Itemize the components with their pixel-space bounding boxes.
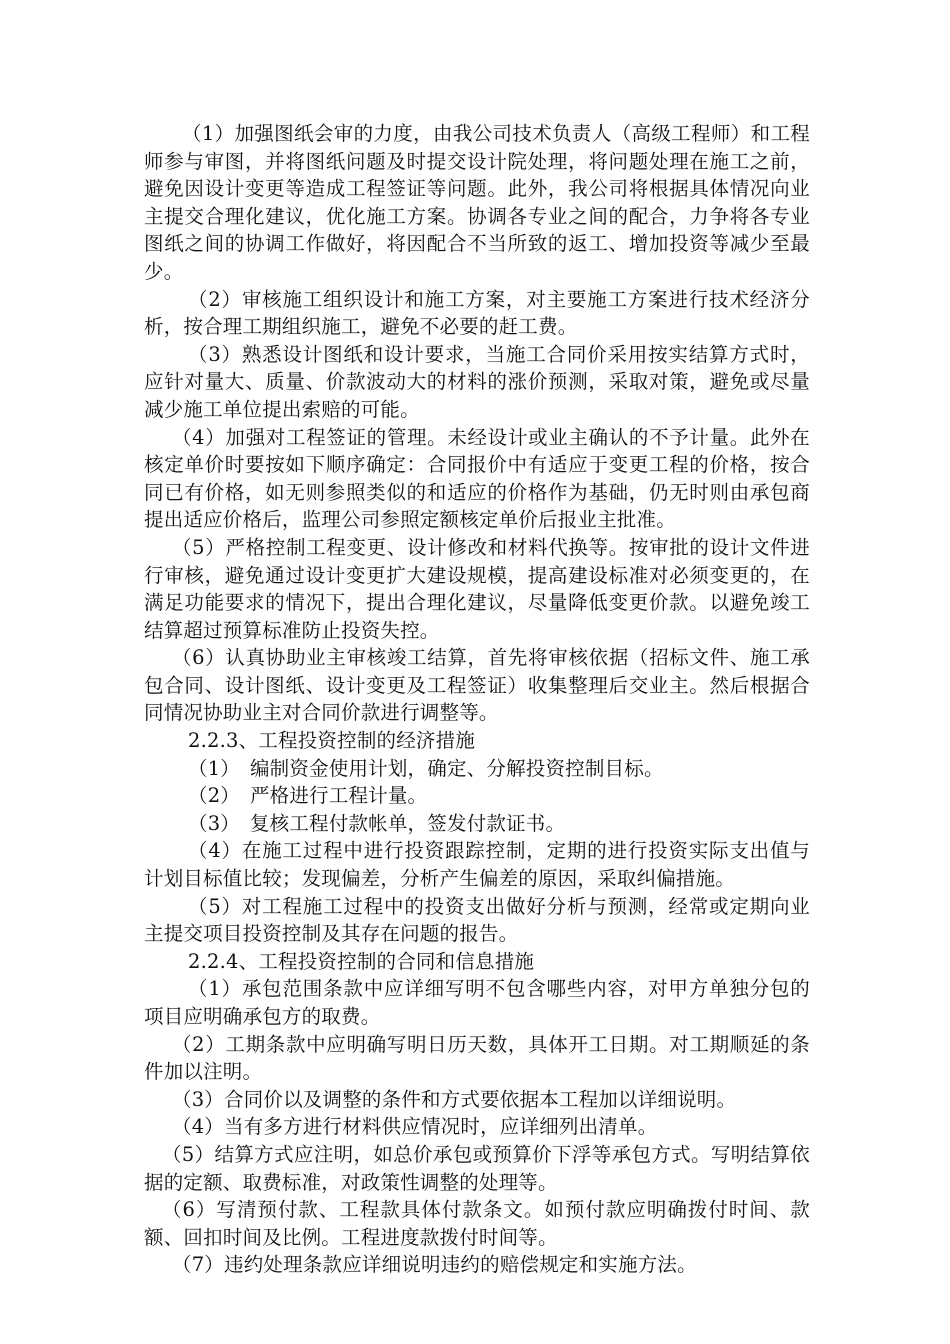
contract-item-1: （1）承包范围条款中应详细写明不包含哪些内容，对甲方单独分包的项目应明确承包方的取费。 xyxy=(144,977,810,1028)
list-item-3: （3） 复核工程付款帐单，签发付款证书。 xyxy=(188,811,566,835)
contract-item-3: （3）合同价以及调整的条件和方式要依据本工程加以详细说明。 xyxy=(172,1087,737,1111)
list-item-4: （4）在施工过程中进行投资跟踪控制，定期的进行投资实际支出值与计划目标值比较；发现偏差，分析产生偏差的原因，采取纠偏措施。 xyxy=(144,839,810,891)
contract-item-5: （5）结算方式应注明，如总价承包或预算价下浮等承包方式。写明结算依据的定额、取费标准，对政策性调整的处理等。 xyxy=(144,1142,810,1194)
paragraph-6: （6）认真协助业主审核竣工结算，首先将审核依据（招标文件、施工承包合同、设计图纸、设计变更及工程签证）收集整理后交业主。然后根据合同情况协助业主对合同价款进行调整等。 xyxy=(144,646,810,725)
contract-item-6: （6）写清预付款、工程款具体付款条文。如预付款应明确拨付时间、款额、回扣时间及比例。工程进度款拨付时间等。 xyxy=(144,1198,810,1249)
paragraph-5: （5）严格控制工程变更、设计修改和材料代换等。按审批的设计文件进行审核，避免通过设计变更扩大建设规模，提高建设标准对必须变更的，在满足功能要求的情况下，提出合理化建议，尽量降低变更价款。以避免竣工结算超过预算标准防止投资失控。 xyxy=(144,535,810,642)
section-heading-2-2-3: 2.2.3、工程投资控制的经济措施 xyxy=(188,729,476,753)
contract-item-2: （2）工期条款中应明确写明日历天数，具体开工日期。对工期顺延的条件加以注明。 xyxy=(144,1032,810,1084)
contract-item-4: （4）当有多方进行材料供应情况时，应详细列出清单。 xyxy=(172,1115,658,1139)
paragraph-2: （2）审核施工组织设计和施工方案，对主要施工方案进行技术经济分析，按合理工期组织施工，避免不必要的赶工费。 xyxy=(144,287,810,339)
list-item-5: （5）对工程施工过程中的投资支出做好分析与预测，经常或定期向业主提交项目投资控制及其存在问题的报告。 xyxy=(144,894,810,946)
paragraph-3: （3）熟悉设计图纸和设计要求，当施工合同价采用按实结算方式时，应针对量大、质量、价款波动大的材料的涨价预测，采取对策，避免或尽量减少施工单位提出索赔的可能。 xyxy=(144,342,810,421)
list-item-2: （2） 严格进行工程计量。 xyxy=(188,784,428,808)
list-item-1: （1） 编制资金使用计划，确定、分解投资控制目标。 xyxy=(188,756,664,780)
paragraph-1: （1）加强图纸会审的力度，由我公司技术负责人（高级工程师）和工程师参与审图，并将图纸问题及时提交设计院处理，将问题处理在施工之前，避免因设计变更等造成工程签证等问题。此外，我公司将根据具体情况向业主提交合理化建议，优化施工方案。协调各专业之间的配合，力争将各专业图纸之间的协调工作做好，将因配合不当所致的返工、增加投资等减少至最少。 xyxy=(144,122,810,283)
contract-item-7: （7）违约处理条款应详细说明违约的赔偿规定和实施方法。 xyxy=(172,1253,697,1277)
document-body xyxy=(144,120,810,1279)
section-heading-2-2-4: 2.2.4、工程投资控制的合同和信息措施 xyxy=(188,949,535,973)
paragraph-4: （4）加强对工程签证的管理。未经设计或业主确认的不予计量。此外在核定单价时要按如下顺序确定：合同报价中有适应于变更工程的价格，按合同已有价格，如无则参照类似的和适应的价格作为基础，仍无时则由承包商提出适应价格后，监理公司参照定额核定单价后报业主批准。 xyxy=(144,425,810,532)
